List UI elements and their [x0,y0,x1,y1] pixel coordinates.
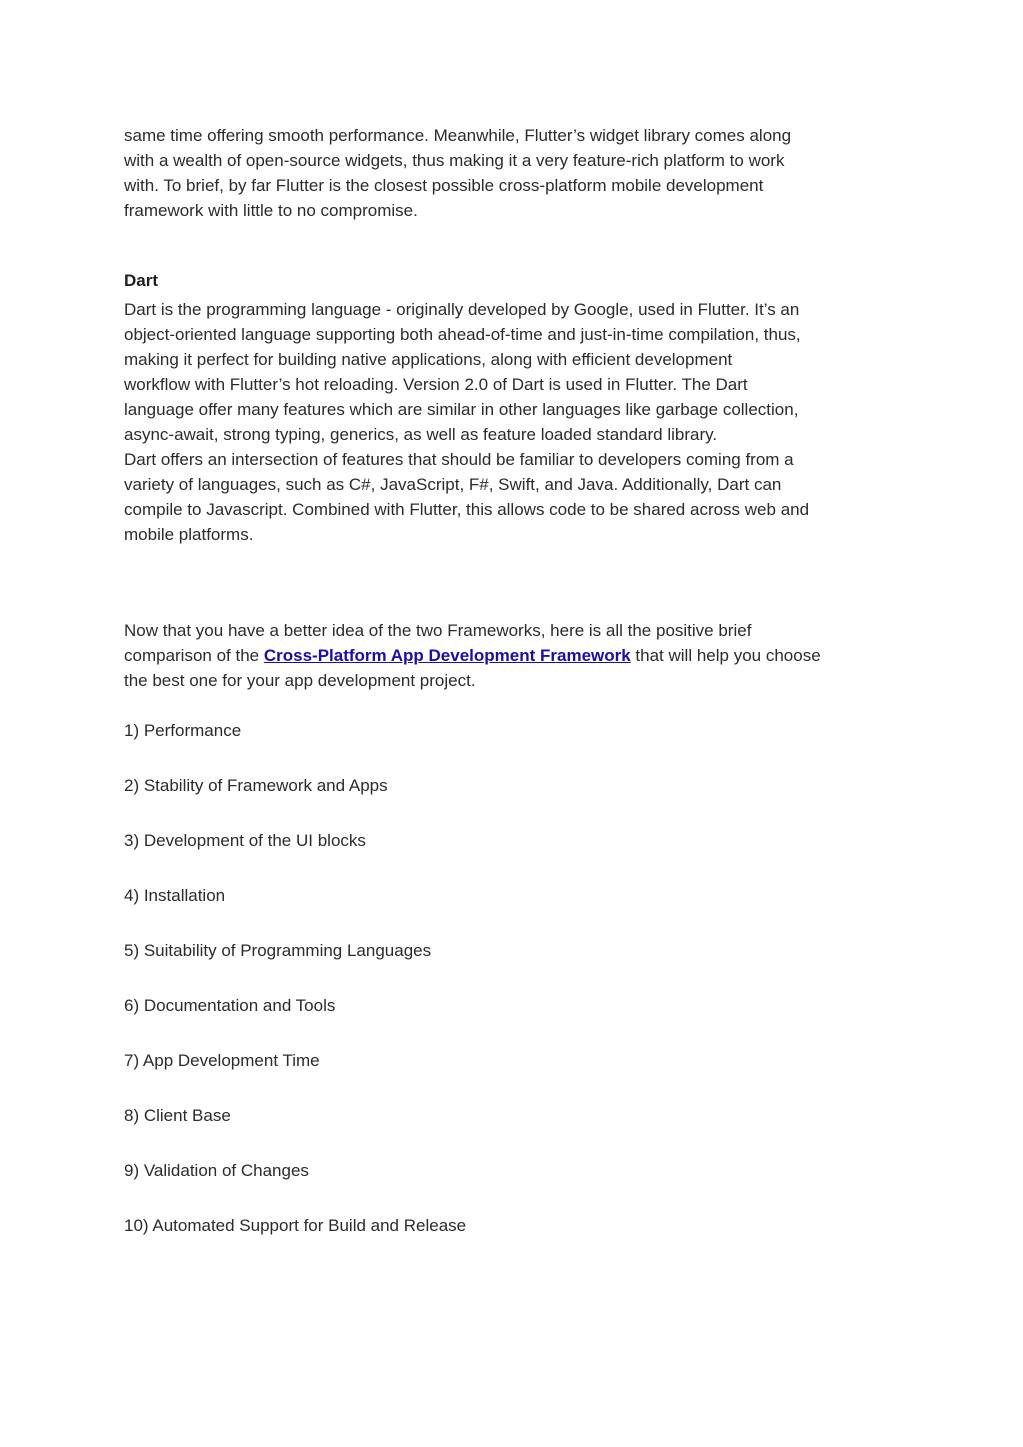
list-item: 6) Documentation and Tools [124,996,336,1015]
spacer [124,547,904,618]
comparison-text-after: that will help you choose the best one for your app development project. [124,646,821,690]
dart-paragraph-2: Dart offers an intersection of features that should be familiar to developers coming from a variety of languages, such as C#, JavaScript, F#, Swift, and Java. Additionally, Dart can compile to Javascript. Combined with Flutter, this allows code to be shared across web and mobile platforms. [124,450,810,544]
dart-heading: Dart [124,271,159,290]
list-item: 1) Performance [124,721,242,740]
list-item: 5) Suitability of Programming Languages [124,941,432,960]
list-item: 2) Stability of Framework and Apps [124,776,388,795]
spacer [124,223,904,268]
list-item: 10) Automated Support for Build and Release [124,1216,467,1235]
list-item: 9) Validation of Changes [124,1161,309,1180]
comparison-list [124,718,904,1238]
cross-platform-framework-link[interactable]: Cross-Platform App Development Framework [263,646,631,665]
comparison-paragraph [124,618,904,693]
dart-paragraph-1: Dart is the programming language - originally developed by Google, used in Flutter. It’s an object-oriented language supporting both ahead-of-time and just-in-time compilation, thus, making it perfect for building native applications, along with efficient development workflow with Flutter’s hot reloading. Version 2.0 of Dart is used in Flutter. The Dart language offer many features which are similar in other languages like garbage collection, async-await, strong typing, generics, as well as feature loaded standard library. [124,300,801,444]
list-item: 8) Client Base [124,1106,231,1125]
list-item: 4) Installation [124,886,226,905]
list-item: 3) Development of the UI blocks [124,831,366,850]
document-page [124,123,904,1268]
list-item: 7) App Development Time [124,1051,320,1070]
comparison-text-before: Now that you have a better idea of the two Frameworks, here is all the positive brief comparison of the [124,621,752,665]
intro-paragraph: same time offering smooth performance. Meanwhile, Flutter’s widget library comes along with a wealth of open-source widgets, thus making it a very feature-rich platform to work with. To brief, by far Flutter is the closest possible cross-platform mobile development framework with little to no compromise. [124,126,792,220]
